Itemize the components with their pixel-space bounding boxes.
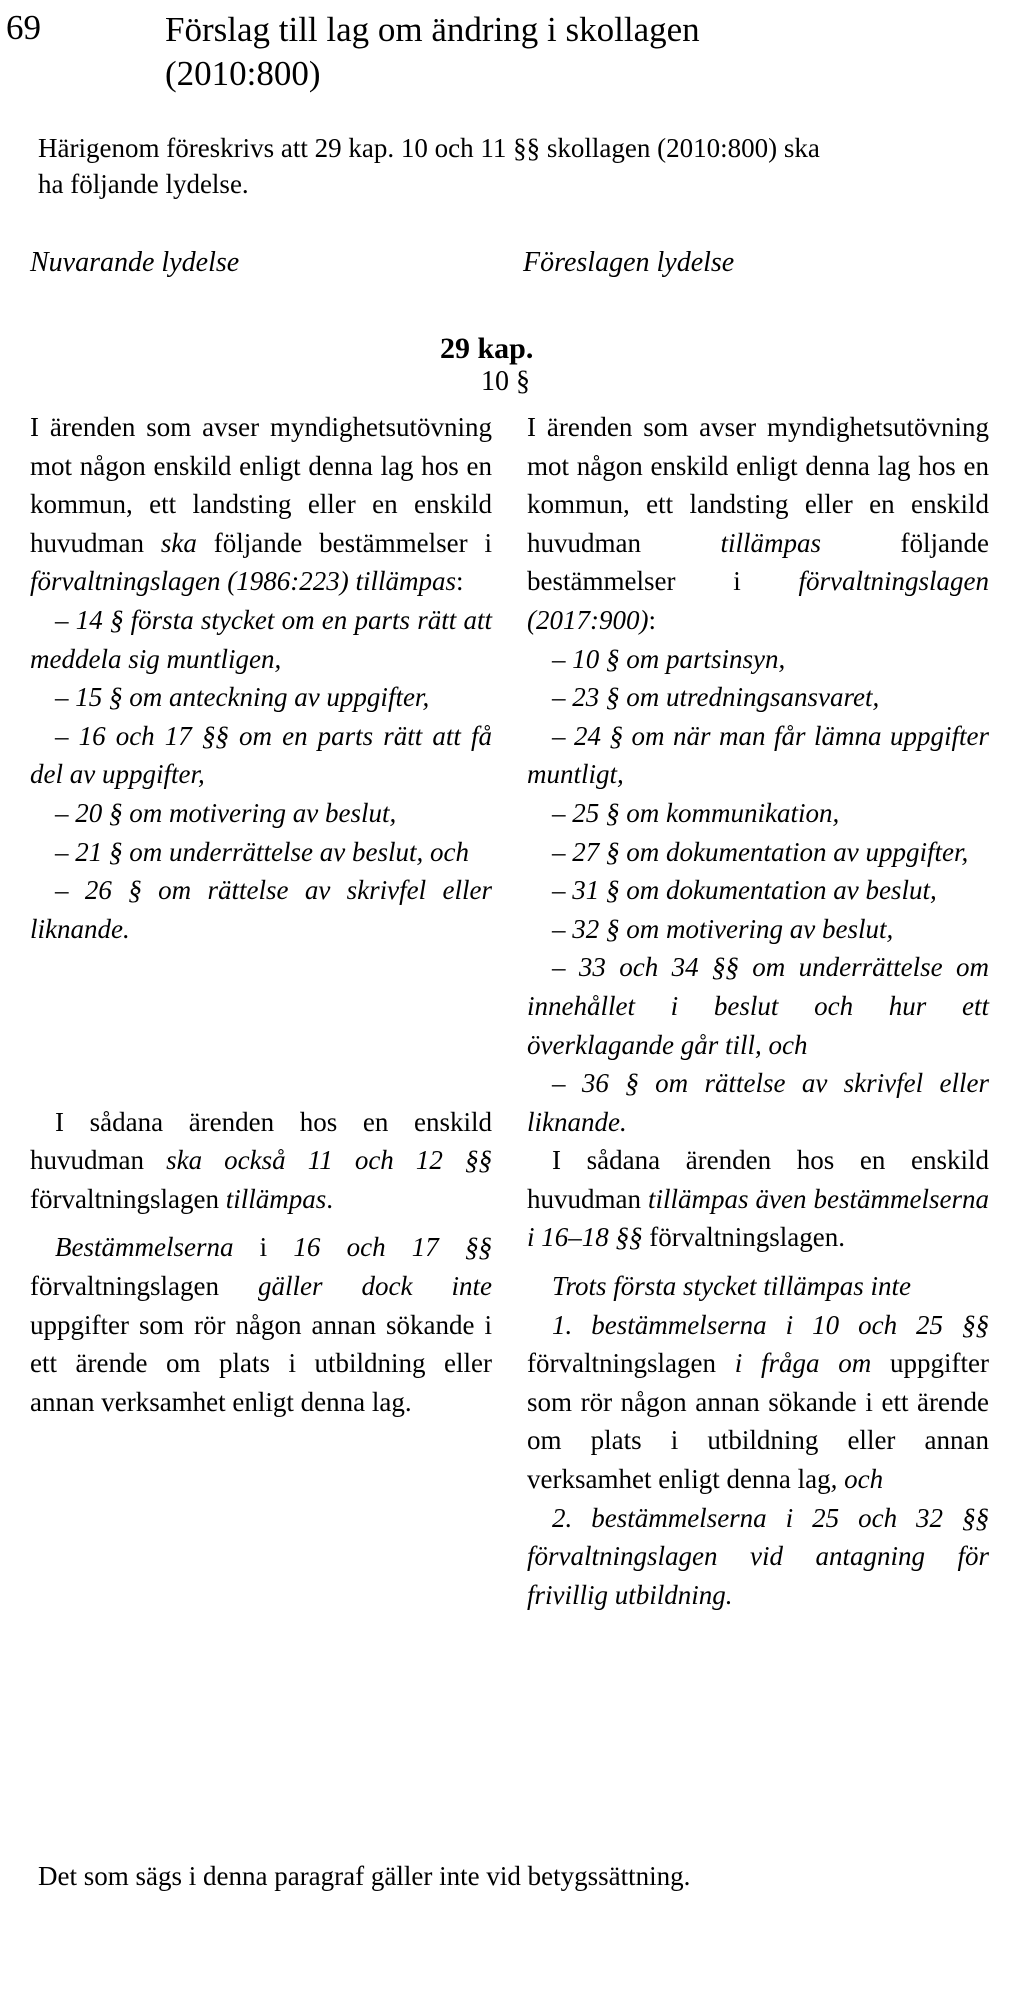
proposed-item: – 23 § om utredningsansvaret, (552, 682, 880, 713)
proposed-paragraph-2: I sådana ärenden hos en enskild huvudman tillämpas även bestämmelserna i 16–18 §§ förvaltningslagen. (527, 1145, 989, 1253)
current-paragraph-3: Bestämmelserna i 16 och 17 §§ förvaltningslagen gäller dock inte uppgifter som rör någon annan sökande i ett ärende om plats i utbildning eller annan verksamhet enligt denna lag. (30, 1232, 492, 1417)
proposed-point-2: 2. bestämmelserna i 25 och 32 §§ förvaltningslagen vid antagning för frivillig utbildning. (527, 1502, 989, 1610)
current-item: – 16 och 17 §§ om en parts rätt att få del av uppgifter, (30, 720, 492, 790)
current-paragraph-2: I sådana ärenden hos en enskild huvudman ska också 11 och 12 §§ förvaltningslagen tillämpas. (30, 1106, 492, 1214)
paragraph-heading: 10 § (481, 366, 530, 397)
proposed-item: – 27 § om dokumentation av uppgifter, (552, 836, 969, 867)
proposed-paragraph-3: Trots första stycket tillämpas inte (552, 1271, 912, 1302)
left-column-heading: Nuvarande lydelse (30, 247, 240, 278)
intro-line-2: ha följande lydelse. (38, 169, 249, 199)
title-line-2: (2010:800) (165, 54, 321, 93)
right-column-heading: Föreslagen lydelse (523, 247, 735, 278)
proposal-title (165, 8, 700, 96)
current-item: – 14 § första stycket om en parts rätt att meddela sig muntligen, (30, 604, 492, 674)
current-item: – 20 § om motivering av beslut, (55, 797, 397, 828)
proposed-item: – 31 § om dokumentation av beslut, (552, 875, 937, 906)
proposed-item: – 36 § om rättelse av skrivfel eller liknande. (527, 1068, 989, 1137)
proposed-item: – 25 § om kommunikation, (552, 797, 840, 828)
proposed-paragraph-1: I ärenden som avser myndighetsutövning mot någon enskild enligt denna lag hos en kommun, ett landsting eller en enskild huvudman tillämpas följande bestämmelser i förvaltningslagen (2017:900): (527, 412, 989, 635)
current-item: – 21 § om underrättelse av beslut, och (55, 836, 469, 867)
current-item: – 15 § om anteckning av uppgifter, (55, 682, 430, 713)
title-line-1: Förslag till lag om ändring i skollagen (165, 10, 700, 49)
proposed-item: – 32 § om motivering av beslut, (552, 913, 894, 944)
proposed-item: – 24 § om när man får lämna uppgifter muntligt, (527, 720, 989, 790)
current-item: – 26 § om rättelse av skrivfel eller liknande. (30, 875, 492, 944)
chapter-heading: 29 kap. (440, 332, 534, 365)
intro-line-1: Härigenom föreskrivs att 29 kap. 10 och 11 §§ skollagen (2010:800) ska (38, 133, 820, 163)
proposed-item: – 10 § om partsinsyn, (552, 643, 786, 674)
intro-paragraph (38, 130, 1013, 202)
proposed-item: – 33 och 34 §§ om underrättelse om innehållet i beslut och hur ett överklagande går till, och (527, 952, 989, 1060)
closing-sentence: Det som sägs i denna paragraf gäller inte vid betygssättning. (38, 1861, 691, 1891)
proposed-wording-column (527, 408, 989, 1614)
proposed-point-1: 1. bestämmelserna i 10 och 25 §§ förvaltningslagen i fråga om uppgifter som rör någon annan sökande i ett ärende om plats i utbildning eller annan verksamhet enligt denna lag, och (527, 1309, 989, 1495)
current-paragraph-1: I ärenden som avser myndighetsutövning mot någon enskild enligt denna lag hos en kommun, ett landsting eller en enskild huvudman ska följande bestämmelser i förvaltningslagen (1986:223) tillämpas: (30, 412, 492, 597)
section-number: 69 (6, 8, 41, 47)
current-wording-column (30, 408, 492, 1421)
